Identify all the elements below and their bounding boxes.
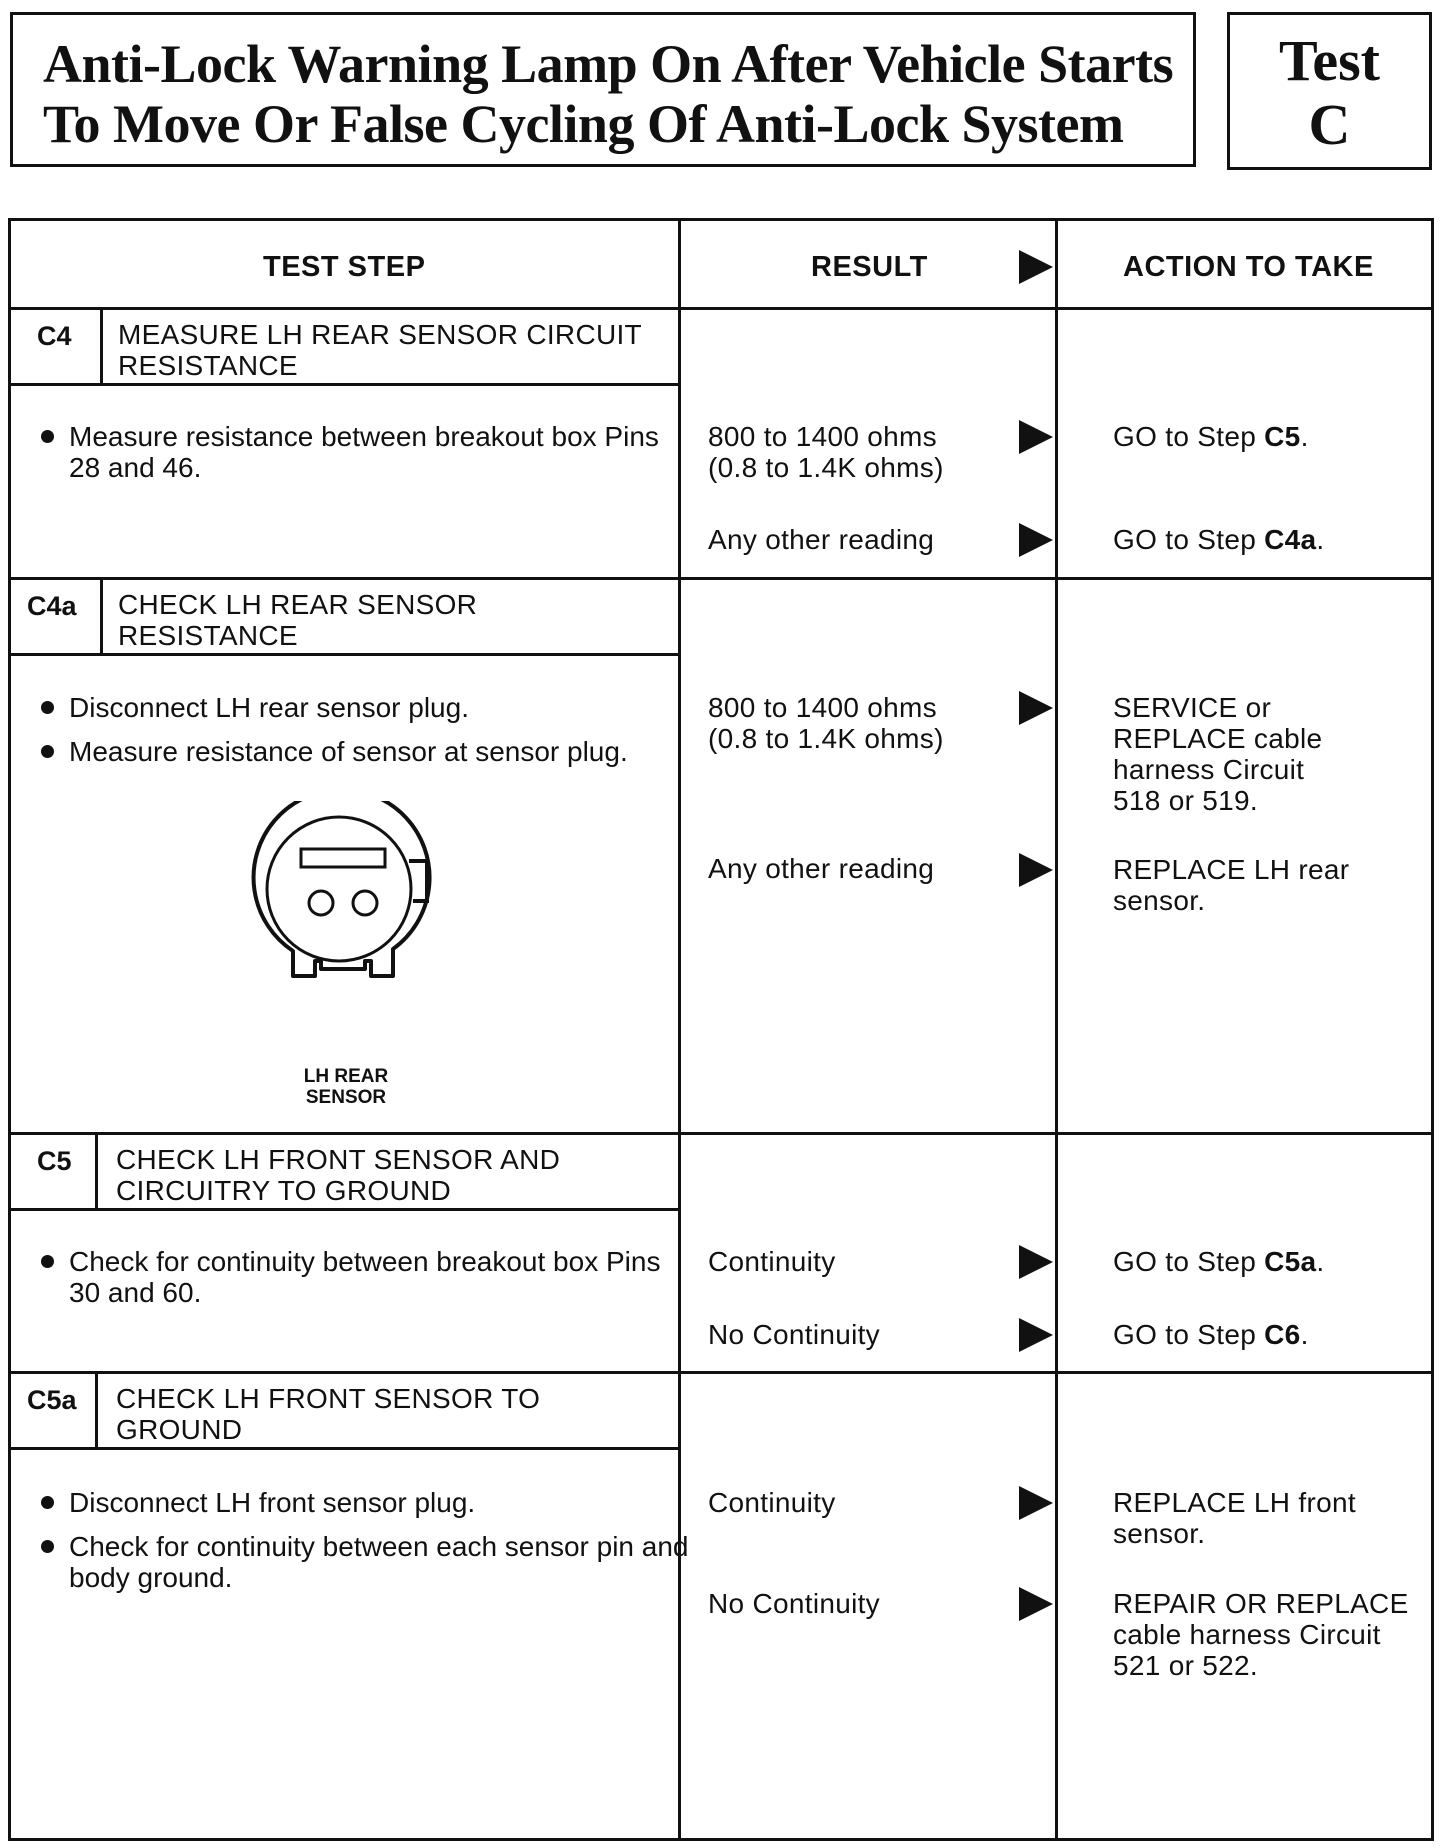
- column-divider: [1055, 221, 1058, 1838]
- arrow-icon: [1019, 420, 1053, 454]
- title-line-1: Anti-Lock Warning Lamp On After Vehicle Starts: [43, 34, 1174, 94]
- id-divider: [100, 579, 103, 653]
- step-id: C5: [37, 1146, 72, 1176]
- id-divider: [95, 1373, 98, 1447]
- result-text: 800 to 1400 ohms (0.8 to 1.4K ohms): [708, 692, 944, 754]
- step-divider: [11, 1132, 1431, 1135]
- step-instruction: Disconnect LH rear sensor plug.: [37, 692, 689, 723]
- step-title: CHECK LH FRONT SENSOR AND CIRCUITRY TO GROUND: [116, 1144, 561, 1206]
- step-divider: [11, 1371, 1431, 1374]
- action-text: REPAIR OR REPLACE cable harness Circuit 521 or 522.: [1113, 1588, 1409, 1681]
- header-test-step: TEST STEP: [263, 251, 426, 283]
- step-id: C4: [37, 321, 72, 351]
- step-title: CHECK LH FRONT SENSOR TO GROUND: [116, 1383, 541, 1445]
- title-box: [10, 12, 1196, 167]
- action-text: REPLACE LH rear sensor.: [1113, 854, 1350, 916]
- step-title-divider: [11, 1447, 678, 1450]
- arrow-icon: [1019, 691, 1053, 725]
- arrow-icon: [1019, 1245, 1053, 1279]
- header-result: RESULT: [811, 251, 928, 283]
- id-divider: [100, 309, 103, 383]
- result-text: Any other reading: [708, 524, 935, 555]
- action-text: GO to Step C4a.: [1113, 524, 1325, 555]
- step-title: CHECK LH REAR SENSOR RESISTANCE: [118, 589, 478, 651]
- step-id: C5a: [27, 1385, 77, 1415]
- action-text: REPLACE LH front sensor.: [1113, 1487, 1356, 1549]
- test-id-box: [1227, 12, 1432, 170]
- step-title: MEASURE LH REAR SENSOR CIRCUIT RESISTANCE: [118, 319, 642, 381]
- step-title-divider: [11, 383, 678, 386]
- result-text: 800 to 1400 ohms (0.8 to 1.4K ohms): [708, 421, 944, 483]
- test-table: [8, 218, 1434, 1841]
- id-divider: [95, 1134, 98, 1208]
- step-id: C4a: [27, 591, 77, 621]
- arrow-icon: [1019, 1486, 1053, 1520]
- title-line-2: To Move Or False Cycling Of Anti-Lock System: [43, 94, 1124, 154]
- header-action: ACTION TO TAKE: [1123, 251, 1374, 283]
- arrow-icon: [1019, 853, 1053, 887]
- step-divider: [11, 577, 1431, 580]
- result-text: No Continuity: [708, 1319, 880, 1350]
- step-instruction: Measure resistance between breakout box Pins 28 and 46.: [37, 421, 669, 483]
- arrow-icon: [1019, 250, 1053, 284]
- header-divider: [11, 307, 1431, 310]
- arrow-icon: [1019, 523, 1053, 557]
- step-instruction: Check for continuity between breakout box Pins 30 and 60.: [37, 1246, 669, 1308]
- column-divider: [678, 221, 681, 1838]
- step-instruction: Disconnect LH front sensor plug.: [37, 1487, 689, 1518]
- test-letter: C: [1308, 92, 1351, 157]
- arrow-icon: [1019, 1587, 1053, 1621]
- figure-caption: LH REAR SENSOR: [303, 1066, 389, 1108]
- result-text: Continuity: [708, 1487, 836, 1518]
- action-text: SERVICE or REPLACE cable harness Circuit 518 or 519.: [1113, 692, 1323, 816]
- step-instruction: Check for continuity between each sensor pin and body ground.: [37, 1531, 689, 1593]
- result-text: Continuity: [708, 1246, 836, 1277]
- action-text: GO to Step C5.: [1113, 421, 1309, 452]
- result-text: Any other reading: [708, 853, 935, 884]
- step-title-divider: [11, 653, 678, 656]
- lh-rear-sensor-plug-diagram: [243, 801, 453, 1001]
- action-text: GO to Step C6.: [1113, 1319, 1309, 1350]
- action-text: GO to Step C5a.: [1113, 1246, 1325, 1277]
- test-label: Test: [1279, 28, 1380, 93]
- step-instruction: Measure resistance of sensor at sensor plug.: [37, 736, 689, 767]
- step-title-divider: [11, 1208, 678, 1211]
- arrow-icon: [1019, 1318, 1053, 1352]
- result-text: No Continuity: [708, 1588, 880, 1619]
